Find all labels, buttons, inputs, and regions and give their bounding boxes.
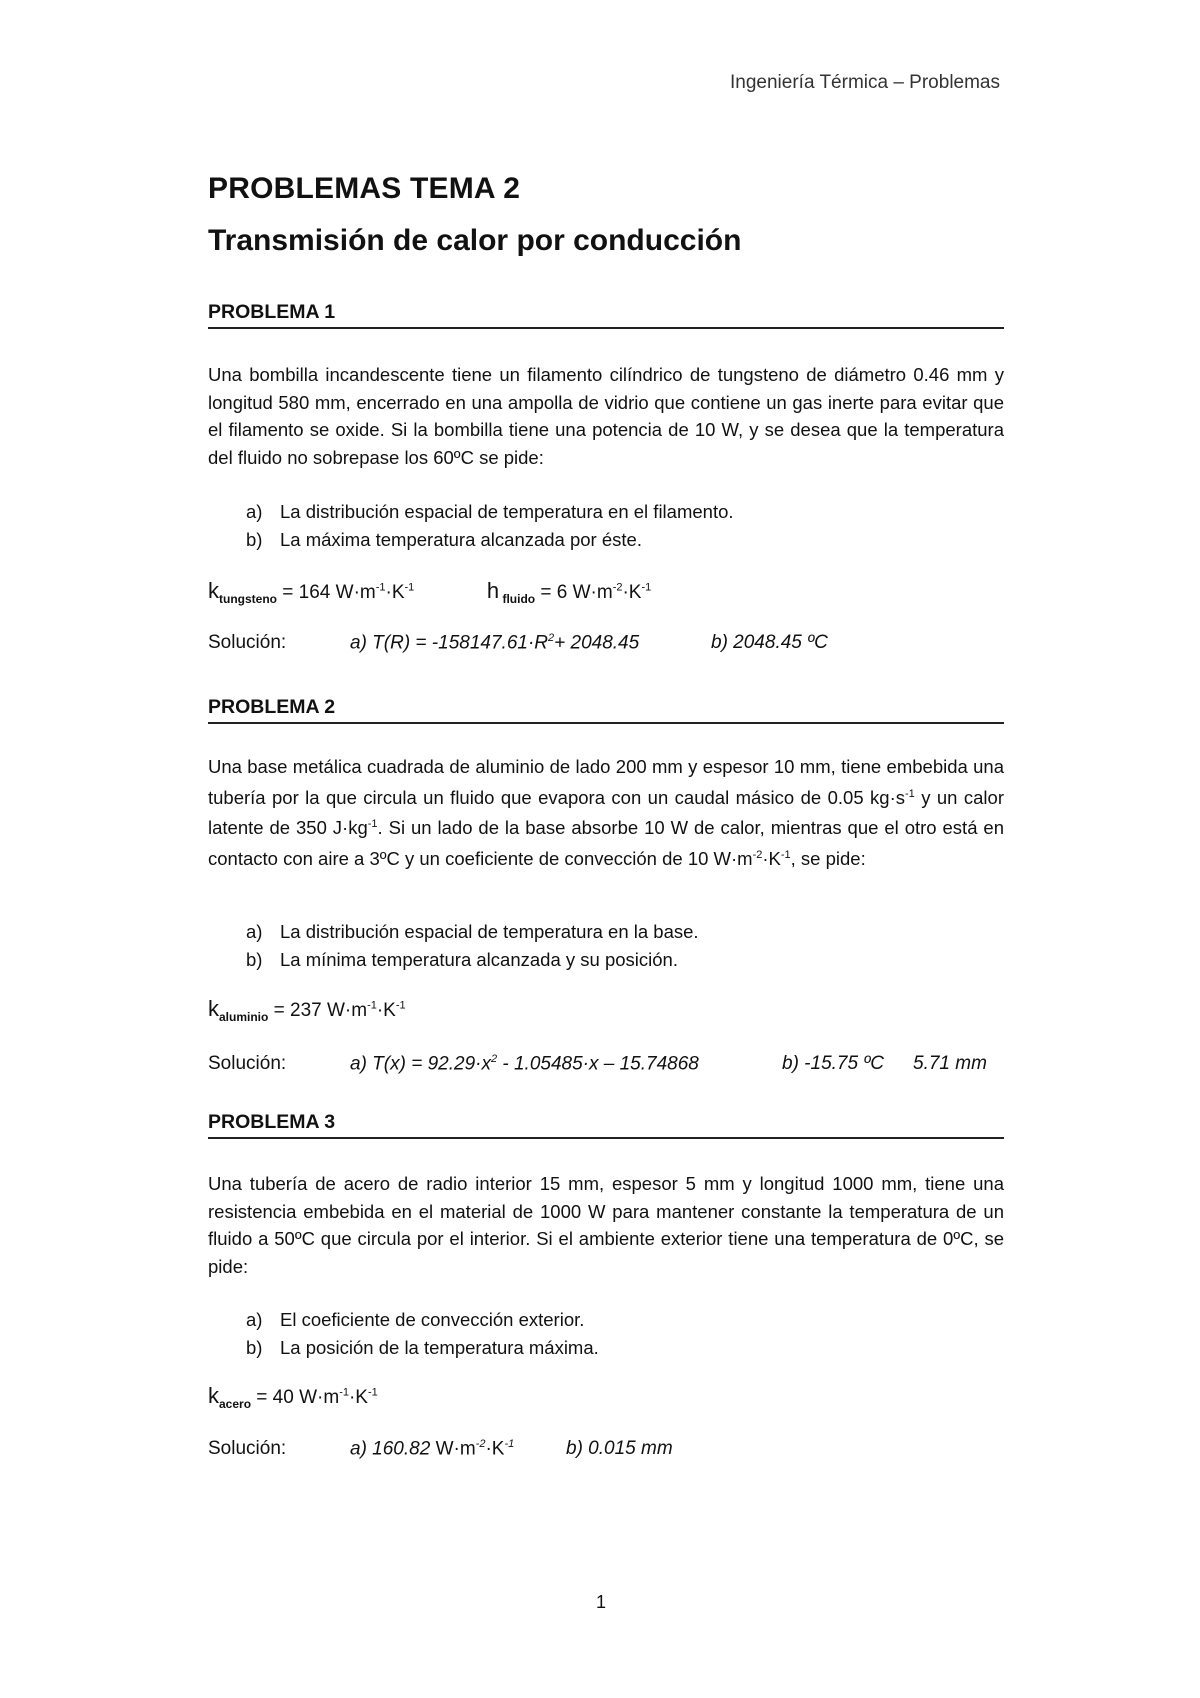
list-marker: a) xyxy=(246,921,263,942)
list-text: La máxima temperatura alcanzada por éste. xyxy=(280,529,642,550)
list-text: La distribución espacial de temperatura en el filamento. xyxy=(280,501,734,522)
problem-2-data xyxy=(208,996,406,1024)
problem-3-heading: PROBLEMA 3 xyxy=(208,1111,1004,1139)
exponent: -1 xyxy=(780,848,791,861)
h-subscript: fluido xyxy=(499,591,536,606)
h-value: = 6 W·m xyxy=(535,582,613,603)
exponent: -1 xyxy=(367,999,377,1012)
list-marker: b) xyxy=(246,529,263,550)
solution-a-tail: + 2048.45 xyxy=(554,632,640,654)
list-text: El coeficiente de convección exterior. xyxy=(280,1309,585,1330)
solution-label: Solución: xyxy=(208,632,287,653)
list-item xyxy=(246,526,734,554)
exponent: -1 xyxy=(339,1386,349,1399)
k-value: = 237 W·m xyxy=(268,1000,368,1021)
list-item xyxy=(246,1306,599,1334)
list-text: La mínima temperatura alcanzada y su posición. xyxy=(280,949,678,970)
unit: ·K xyxy=(485,1438,505,1460)
solution-label: Solución: xyxy=(208,1053,287,1074)
list-marker: a) xyxy=(246,1309,263,1330)
list-text: La posición de la temperatura máxima. xyxy=(280,1337,599,1358)
text-run: Una base metálica cuadrada de aluminio de lado 200 mm y espesor 10 mm, tiene embebida una tubería por la que circula un fluido que evapora con un caudal másico de 0.05 kg·s xyxy=(208,756,1004,808)
solution-b: b) 2048.45 ºC xyxy=(711,632,828,653)
k-subscript: tungsteno xyxy=(219,591,277,606)
unit: W·m xyxy=(430,1438,476,1460)
k-subscript: acero xyxy=(219,1396,252,1411)
solution-a-text: a) T(R) = -158147.61·R xyxy=(350,632,548,654)
solution-b: b) 0.015 mm xyxy=(566,1438,673,1459)
exponent: -1 xyxy=(367,1386,378,1399)
exponent: -1 xyxy=(395,999,406,1012)
exponent: -1 xyxy=(641,581,652,594)
solution-a xyxy=(350,632,639,654)
solution-a-tail: - 1.05485·x – 15.74868 xyxy=(497,1053,699,1075)
exponent: -2 xyxy=(752,848,763,861)
list-marker: a) xyxy=(246,501,263,522)
problem-2-questions xyxy=(246,918,699,974)
list-marker: b) xyxy=(246,949,263,970)
text-run: . Si un lado de la base absorbe 10 W de calor, mientras que el otro está en contacto con aire a 3ºC y un coeficiente de convección de 10 W·m xyxy=(208,817,1004,869)
unit: ·K xyxy=(376,1000,396,1021)
text-run: ·K xyxy=(762,847,781,869)
list-item xyxy=(246,946,699,974)
solution-a xyxy=(350,1438,514,1460)
problem-3-statement: Una tubería de acero de radio interior 15 mm, espesor 5 mm y longitud 1000 mm, tiene una resistencia embebida en el material de 1000 W para mantener constante la temperatura de un fluido a 50ºC que circula por el interior. Si el ambiente exterior tiene una temperatura de 0ºC, se pide: xyxy=(208,1173,1004,1277)
solution-a-text: a) T(x) = 92.29·x xyxy=(350,1053,491,1075)
solution-a-text: a) 160.82 xyxy=(350,1438,431,1460)
h-symbol: h xyxy=(486,578,500,603)
problem-2-heading: PROBLEMA 2 xyxy=(208,696,1004,724)
running-header: Ingeniería Térmica – Problemas xyxy=(730,72,1000,93)
list-item xyxy=(246,1334,599,1362)
page-subtitle: Transmisión de calor por conducción xyxy=(208,224,742,257)
exponent: 2 xyxy=(548,632,555,644)
problem-3-data xyxy=(208,1383,378,1411)
exponent: -1 xyxy=(367,818,378,831)
exponent: -1 xyxy=(504,1438,515,1450)
exponent: -1 xyxy=(375,581,386,594)
list-item xyxy=(246,918,699,946)
unit: ·K xyxy=(385,582,405,603)
text-run: , se pide: xyxy=(790,847,866,869)
page-number: 1 xyxy=(596,1592,607,1612)
exponent: -2 xyxy=(612,581,623,594)
list-text: La distribución espacial de temperatura en la base. xyxy=(280,921,699,942)
list-marker: b) xyxy=(246,1337,263,1358)
k-symbol: k xyxy=(208,1383,219,1408)
problem-1-heading: PROBLEMA 1 xyxy=(208,301,1004,329)
problem-1-data xyxy=(208,578,651,606)
problem-2-statement xyxy=(208,753,1004,872)
exponent: -1 xyxy=(404,581,415,594)
solution-b: b) -15.75 ºC xyxy=(782,1053,884,1074)
unit: ·K xyxy=(622,582,642,603)
k-value: = 164 W·m xyxy=(277,582,376,603)
solution-a xyxy=(350,1053,699,1075)
k-subscript: aluminio xyxy=(219,1009,269,1024)
problem-3-questions xyxy=(246,1306,599,1362)
text-run: y un calor latente de 350 J·kg xyxy=(208,786,1004,839)
exponent: -2 xyxy=(475,1438,486,1450)
problem-1-questions xyxy=(246,498,734,554)
solution-c: 5.71 mm xyxy=(913,1053,987,1074)
page-title: PROBLEMAS TEMA 2 xyxy=(208,172,521,205)
list-item xyxy=(246,498,734,526)
k-symbol: k xyxy=(208,578,219,603)
k-value: = 40 W·m xyxy=(251,1387,340,1408)
problem-1-statement: Una bombilla incandescente tiene un filamento cilíndrico de tungsteno de diámetro 0.46 mm y longitud 580 mm, encerrado en una ampolla de vidrio que contiene un gas inerte para evitar que el filamento se oxide. Si la bombilla tiene una potencia de 10 W, y se desea que la temperatura del fluido no sobrepase los 60ºC se pide: xyxy=(208,364,1004,468)
exponent: 2 xyxy=(490,1053,498,1065)
solution-label: Solución: xyxy=(208,1438,287,1459)
exponent: -1 xyxy=(905,787,915,800)
k-symbol: k xyxy=(208,996,219,1021)
unit: ·K xyxy=(348,1387,368,1408)
